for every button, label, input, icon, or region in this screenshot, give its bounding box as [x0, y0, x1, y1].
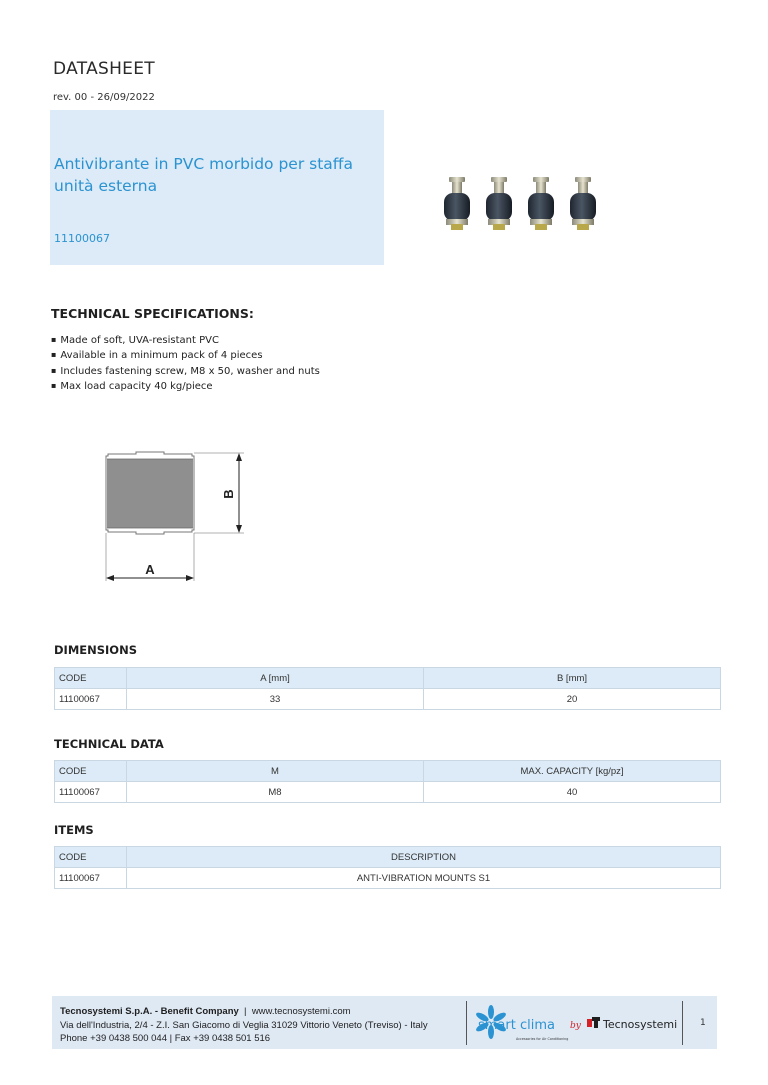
logo-tagline: Accessories for Air Conditioning — [516, 1037, 569, 1041]
table-cell: 20 — [424, 689, 721, 710]
table-header-row — [55, 847, 721, 868]
spec-item: ▪ Includes fastening screw, M8 x 50, washer and nuts — [51, 364, 320, 379]
table-cell: 33 — [127, 689, 424, 710]
logo-smart: smart — [478, 1018, 516, 1033]
company-phone: Phone +39 0438 500 044 | Fax +39 0438 501 516 — [60, 1033, 271, 1044]
footer-divider — [466, 1001, 467, 1045]
logo-by: by — [570, 1021, 581, 1031]
page-number: 1 — [700, 1018, 706, 1028]
items-title: ITEMS — [54, 823, 94, 837]
table-row — [55, 689, 721, 710]
company-name: Tecnosystemi S.p.A. - Benefit Company — [60, 1006, 239, 1017]
table-cell: 11100067 — [55, 689, 127, 710]
table-cell: 11100067 — [55, 868, 127, 889]
technical-data-table — [54, 760, 721, 803]
specifications-list — [51, 333, 320, 394]
table-cell: M8 — [127, 782, 424, 803]
mount-2 — [486, 177, 512, 230]
mount-1 — [444, 177, 470, 230]
drawing-rubber-body — [107, 459, 193, 528]
dimensions-table — [54, 667, 721, 710]
column-header: DESCRIPTION — [127, 847, 721, 868]
logo-clima: clima — [520, 1018, 556, 1033]
technical-data-title: TECHNICAL DATA — [54, 737, 164, 751]
column-header: CODE — [55, 761, 127, 782]
table-header-row — [55, 761, 721, 782]
logo-tecnosystemi: Tecnosystemi — [603, 1018, 678, 1031]
table-cell: 40 — [424, 782, 721, 803]
table-header-row — [55, 668, 721, 689]
column-header: A [mm] — [127, 668, 424, 689]
document-title: DATASHEET — [53, 59, 155, 79]
table-row — [55, 868, 721, 889]
column-header: M — [127, 761, 424, 782]
column-header: CODE — [55, 668, 127, 689]
product-code: 11100067 — [54, 232, 110, 245]
company-info: Tecnosystemi S.p.A. - Benefit Company | www.tecnosystemi.com Via dell'Industria, 2/4 - Z.I. San Giacomo di Veglia 31029 Vittorio Veneto (Treviso) - Italy Phone +39 0438 500 044 | Fax +39 0438 501 516 — [60, 1006, 428, 1044]
revision-date: rev. 00 - 26/09/2022 — [53, 92, 155, 103]
mount-4 — [570, 177, 596, 230]
spec-item: ▪ Made of soft, UVA-resistant PVC — [51, 333, 320, 348]
footer-divider — [682, 1001, 683, 1045]
page-footer — [52, 996, 717, 1049]
dimension-drawing — [96, 438, 256, 584]
tecnosystemi-logo-icon — [587, 1017, 600, 1028]
column-header: B [mm] — [424, 668, 721, 689]
table-row — [55, 782, 721, 803]
brand-logos — [474, 1002, 684, 1044]
table-cell: 11100067 — [55, 782, 127, 803]
product-header-panel — [50, 110, 384, 265]
product-photo — [438, 175, 610, 235]
specifications-title: TECHNICAL SPECIFICATIONS: — [51, 306, 254, 321]
dimensions-title: DIMENSIONS — [54, 643, 137, 657]
mount-3 — [528, 177, 554, 230]
product-name: Antivibrante in PVC morbido per staffa unità esterna — [54, 155, 353, 195]
spec-item: ▪ Available in a minimum pack of 4 pieces — [51, 348, 320, 363]
dimension-a-label: A — [145, 562, 155, 577]
table-cell: ANTI-VIBRATION MOUNTS S1 — [127, 868, 721, 889]
column-header: MAX. CAPACITY [kg/pz] — [424, 761, 721, 782]
column-header: CODE — [55, 847, 127, 868]
company-address: Via dell'Industria, 2/4 - Z.I. San Giacomo di Veglia 31029 Vittorio Veneto (Treviso) - Italy — [60, 1019, 428, 1031]
spec-item: ▪ Max load capacity 40 kg/piece — [51, 379, 320, 394]
company-website[interactable]: www.tecnosystemi.com — [251, 1006, 351, 1017]
dimension-b-label: B — [221, 489, 236, 499]
items-table — [54, 846, 721, 889]
